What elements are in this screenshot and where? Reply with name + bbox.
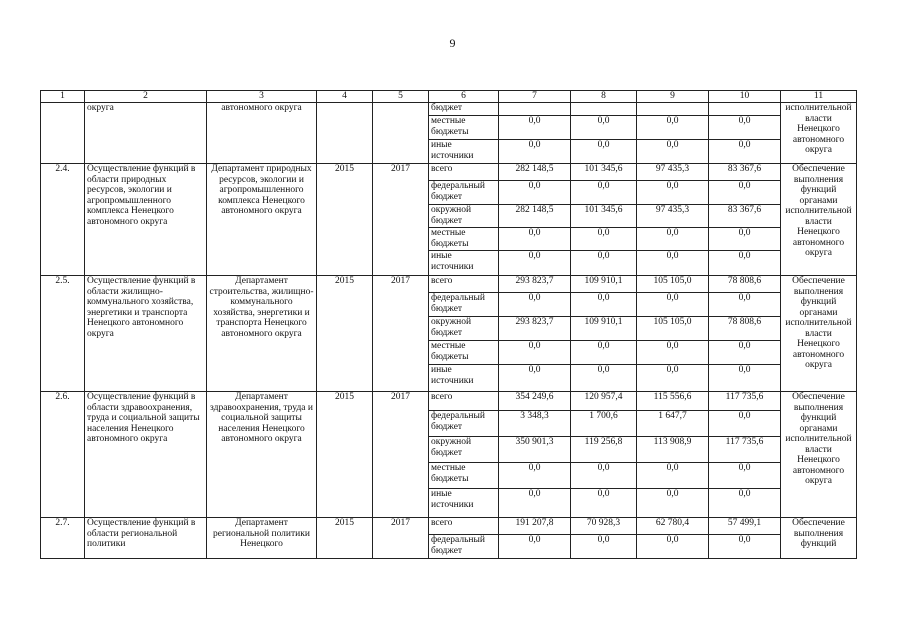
amount-cell: 0,0	[709, 228, 781, 251]
amount-cell: 117 735,6	[709, 437, 781, 463]
amount-cell: 0,0	[499, 181, 571, 205]
amount-cell: 0,0	[499, 251, 571, 276]
amount-cell: 0,0	[709, 463, 781, 489]
amount-cell: 1 700,6	[571, 411, 637, 437]
table-row	[41, 164, 857, 181]
amount-cell: 0,0	[637, 140, 709, 164]
expected-result-cell: исполнительной власти Ненецкого автономного округа	[781, 103, 857, 164]
column-header: 8	[571, 91, 637, 103]
amount-cell: 0,0	[571, 116, 637, 140]
amount-cell: 0,0	[637, 463, 709, 489]
amount-cell: 0,0	[637, 489, 709, 518]
amount-cell: 78 808,6	[709, 317, 781, 341]
amount-cell: 354 249,6	[499, 392, 571, 411]
end-year-cell: 2017	[373, 276, 429, 392]
funding-source-cell: местные бюджеты	[429, 228, 499, 251]
amount-cell: 0,0	[499, 489, 571, 518]
funding-source-cell: окружной бюджет	[429, 317, 499, 341]
amount-cell: 83 367,6	[709, 205, 781, 228]
amount-cell	[499, 103, 571, 116]
amount-cell: 0,0	[571, 535, 637, 559]
amount-cell: 0,0	[637, 228, 709, 251]
amount-cell: 57 499,1	[709, 518, 781, 535]
funding-source-cell: федеральный бюджет	[429, 535, 499, 559]
amount-cell: 0,0	[637, 293, 709, 317]
expected-result-cell: Обеспечение выполнения функций органами исполнительной власти Ненецкого автономного округа	[781, 276, 857, 392]
amount-cell: 105 105,0	[637, 317, 709, 341]
executor-cell: Департамент природных ресурсов, экологии и агропромышленного комплекса Ненецкого автономного округа	[207, 164, 317, 276]
funding-source-cell: местные бюджеты	[429, 463, 499, 489]
item-name-cell: Осуществление функций в области здравоохранения, труда и социальной защиты населения Ненецкого автономного округа	[85, 392, 207, 518]
column-header: 9	[637, 91, 709, 103]
end-year-cell: 2017	[373, 164, 429, 276]
funding-source-cell: иные источники	[429, 140, 499, 164]
amount-cell: 0,0	[499, 365, 571, 392]
amount-cell: 0,0	[709, 293, 781, 317]
amount-cell: 0,0	[637, 341, 709, 365]
start-year-cell: 2015	[317, 164, 373, 276]
column-header: 4	[317, 91, 373, 103]
amount-cell: 0,0	[637, 116, 709, 140]
amount-cell: 0,0	[709, 251, 781, 276]
item-name-cell: Осуществление функций в области природных ресурсов, экологии и агропромышленного комплекса Ненецкого автономного округа	[85, 164, 207, 276]
amount-cell: 0,0	[571, 365, 637, 392]
amount-cell: 0,0	[499, 341, 571, 365]
amount-cell: 0,0	[709, 489, 781, 518]
expected-result-cell: Обеспечение выполнения функций органами исполнительной власти Ненецкого автономного округа	[781, 164, 857, 276]
table-row	[41, 276, 857, 293]
amount-cell: 83 367,6	[709, 164, 781, 181]
column-header: 5	[373, 91, 429, 103]
funding-source-cell: всего	[429, 164, 499, 181]
amount-cell: 109 910,1	[571, 317, 637, 341]
amount-cell: 0,0	[709, 116, 781, 140]
column-header: 7	[499, 91, 571, 103]
executor-cell: Департамент здравоохранения, труда и социальной защиты населения Ненецкого автономного округа	[207, 392, 317, 518]
amount-cell: 0,0	[637, 251, 709, 276]
funding-source-cell: местные бюджеты	[429, 116, 499, 140]
column-header-row	[41, 91, 857, 103]
item-number-cell: 2.6.	[41, 392, 85, 518]
start-year-cell	[317, 103, 373, 164]
item-number-cell: 2.4.	[41, 164, 85, 276]
start-year-cell: 2015	[317, 518, 373, 559]
amount-cell: 105 105,0	[637, 276, 709, 293]
end-year-cell	[373, 103, 429, 164]
amount-cell: 0,0	[709, 181, 781, 205]
funding-source-cell: иные источники	[429, 489, 499, 518]
column-header: 1	[41, 91, 85, 103]
funding-source-cell: местные бюджеты	[429, 341, 499, 365]
funding-source-cell: иные источники	[429, 251, 499, 276]
amount-cell: 0,0	[571, 489, 637, 518]
expected-result-cell: Обеспечение выполнения функций	[781, 518, 857, 559]
item-number-cell	[41, 103, 85, 164]
column-header: 2	[85, 91, 207, 103]
funding-source-cell: федеральный бюджет	[429, 181, 499, 205]
amount-cell: 0,0	[709, 140, 781, 164]
end-year-cell: 2017	[373, 518, 429, 559]
amount-cell: 62 780,4	[637, 518, 709, 535]
amount-cell	[709, 103, 781, 116]
page-number: 9	[449, 36, 456, 50]
item-name-cell: округа	[85, 103, 207, 164]
amount-cell: 117 735,6	[709, 392, 781, 411]
program-table	[40, 90, 857, 559]
item-name-cell: Осуществление функций в области региональной политики	[85, 518, 207, 559]
amount-cell: 0,0	[709, 411, 781, 437]
amount-cell: 0,0	[571, 293, 637, 317]
table-row	[41, 392, 857, 411]
amount-cell: 115 556,6	[637, 392, 709, 411]
amount-cell: 0,0	[571, 181, 637, 205]
start-year-cell: 2015	[317, 392, 373, 518]
column-header: 6	[429, 91, 499, 103]
amount-cell: 1 647,7	[637, 411, 709, 437]
amount-cell: 0,0	[499, 535, 571, 559]
item-number-cell: 2.5.	[41, 276, 85, 392]
amount-cell: 350 901,3	[499, 437, 571, 463]
amount-cell: 0,0	[637, 535, 709, 559]
amount-cell: 0,0	[709, 535, 781, 559]
funding-source-cell: окружной бюджет	[429, 205, 499, 228]
executor-cell: Департамент региональной политики Ненецкого	[207, 518, 317, 559]
expected-result-cell: Обеспечение выполнения функций органами исполнительной власти Ненецкого автономного округа	[781, 392, 857, 518]
amount-cell: 101 345,6	[571, 164, 637, 181]
amount-cell: 0,0	[499, 228, 571, 251]
amount-cell: 0,0	[571, 463, 637, 489]
amount-cell: 0,0	[637, 181, 709, 205]
item-name-cell: Осуществление функций в области жилищно-коммунального хозяйства, энергетики и транспорта Ненецкого автономного округа	[85, 276, 207, 392]
end-year-cell: 2017	[373, 392, 429, 518]
item-number-cell: 2.7.	[41, 518, 85, 559]
table-row	[41, 518, 857, 535]
column-header: 11	[781, 91, 857, 103]
amount-cell: 0,0	[709, 341, 781, 365]
amount-cell: 0,0	[571, 228, 637, 251]
amount-cell: 0,0	[637, 365, 709, 392]
amount-cell: 119 256,8	[571, 437, 637, 463]
table-body	[41, 91, 857, 559]
table-row	[41, 103, 857, 116]
amount-cell: 0,0	[499, 293, 571, 317]
amount-cell: 120 957,4	[571, 392, 637, 411]
start-year-cell: 2015	[317, 276, 373, 392]
amount-cell: 97 435,3	[637, 205, 709, 228]
funding-source-cell: иные источники	[429, 365, 499, 392]
amount-cell: 101 345,6	[571, 205, 637, 228]
amount-cell: 191 207,8	[499, 518, 571, 535]
amount-cell: 0,0	[709, 365, 781, 392]
amount-cell: 78 808,6	[709, 276, 781, 293]
funding-source-cell: всего	[429, 276, 499, 293]
executor-cell: Департамент строительства, жилищно-коммунального хозяйства, энергетики и транспорта Ненецкого автономного округа	[207, 276, 317, 392]
amount-cell	[637, 103, 709, 116]
amount-cell: 0,0	[499, 116, 571, 140]
amount-cell: 0,0	[571, 140, 637, 164]
amount-cell: 3 348,3	[499, 411, 571, 437]
amount-cell: 293 823,7	[499, 276, 571, 293]
amount-cell: 70 928,3	[571, 518, 637, 535]
amount-cell: 0,0	[571, 251, 637, 276]
amount-cell: 282 148,5	[499, 164, 571, 181]
amount-cell: 0,0	[499, 463, 571, 489]
funding-source-cell: всего	[429, 518, 499, 535]
amount-cell: 0,0	[571, 341, 637, 365]
funding-source-cell: бюджет	[429, 103, 499, 116]
amount-cell: 97 435,3	[637, 164, 709, 181]
amount-cell	[571, 103, 637, 116]
funding-source-cell: федеральный бюджет	[429, 293, 499, 317]
executor-cell: автономного округа	[207, 103, 317, 164]
amount-cell: 282 148,5	[499, 205, 571, 228]
column-header: 3	[207, 91, 317, 103]
funding-source-cell: федеральный бюджет	[429, 411, 499, 437]
amount-cell: 113 908,9	[637, 437, 709, 463]
funding-source-cell: всего	[429, 392, 499, 411]
amount-cell: 109 910,1	[571, 276, 637, 293]
amount-cell: 293 823,7	[499, 317, 571, 341]
funding-source-cell: окружной бюджет	[429, 437, 499, 463]
amount-cell: 0,0	[499, 140, 571, 164]
column-header: 10	[709, 91, 781, 103]
